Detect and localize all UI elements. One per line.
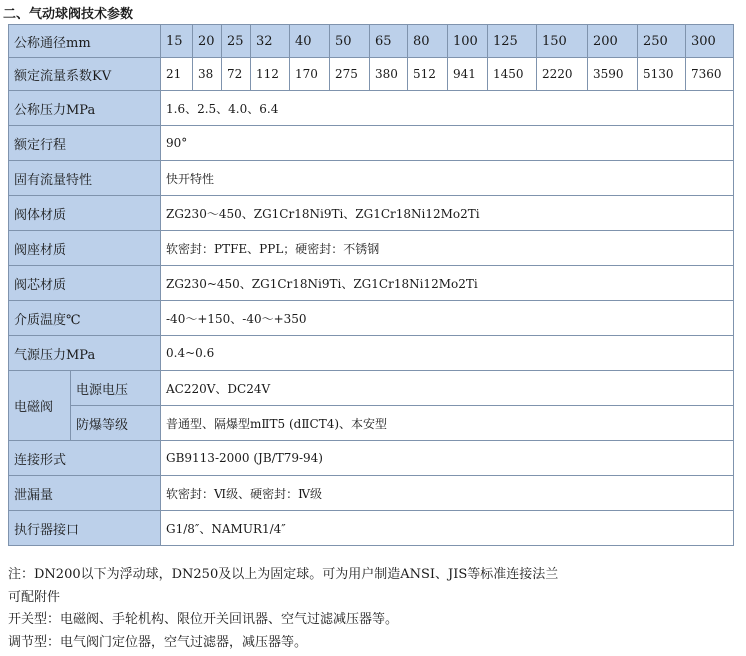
kv-value: 2220 <box>537 58 588 91</box>
kv-value: 941 <box>448 58 488 91</box>
spec-row <box>9 476 734 511</box>
note-line: 开关型：电磁阀、手轮机构、限位开关回讯器、空气过滤减压器等。 <box>8 612 399 627</box>
spec-row <box>9 266 734 301</box>
kv-value: 380 <box>370 58 408 91</box>
spec-row <box>9 511 734 546</box>
spec-value: 快开特性 <box>161 161 734 196</box>
dn-value: 50 <box>330 25 370 58</box>
spec-row <box>9 161 734 196</box>
kv-value: 275 <box>330 58 370 91</box>
spec-value: -40～+150、-40～+350 <box>161 301 734 336</box>
solenoid-sub-label: 电源电压 <box>71 371 161 406</box>
kv-value: 21 <box>161 58 193 91</box>
spec-label: 阀芯材质 <box>9 266 161 301</box>
kv-value: 512 <box>408 58 448 91</box>
spec-label: 执行器接口 <box>9 511 161 546</box>
spec-label: 额定行程 <box>9 126 161 161</box>
spec-label: 阀体材质 <box>9 196 161 231</box>
kv-label: 额定流量系数KV <box>9 58 161 91</box>
solenoid-sub-label: 防爆等级 <box>71 406 161 441</box>
dn-value: 32 <box>251 25 290 58</box>
kv-value: 38 <box>193 58 222 91</box>
spec-value: GB9113-2000 (JB/T79-94) <box>161 441 734 476</box>
spec-value: 软密封：PTFE、PPL；硬密封：不锈钢 <box>161 231 734 266</box>
dn-label: 公称通径mm <box>9 25 161 58</box>
dn-value: 15 <box>161 25 193 58</box>
spec-label: 公称压力MPa <box>9 91 161 126</box>
spec-value: 0.4~0.6 <box>161 336 734 371</box>
spec-label: 气源压力MPa <box>9 336 161 371</box>
notes <box>8 564 558 654</box>
note-line: 调节型：电气阀门定位器，空气过滤器，减压器等。 <box>8 634 308 650</box>
section-title: 二、气动球阀技术参数 <box>3 7 134 22</box>
spec-label: 介质温度℃ <box>9 301 161 336</box>
spec-row <box>9 196 734 231</box>
spec-label: 阀座材质 <box>9 231 161 266</box>
spec-row <box>9 441 734 476</box>
spec-value: ZG230~450、ZG1Cr18Ni9Ti、ZG1Cr18Ni12Mo2Ti <box>161 266 734 301</box>
kv-row <box>9 58 734 91</box>
dn-value: 125 <box>488 25 537 58</box>
spec-value: G1/8″、NAMUR1/4″ <box>161 511 734 546</box>
kv-value: 112 <box>251 58 290 91</box>
dn-row <box>9 25 734 58</box>
spec-value: 软密封：Ⅵ级、硬密封：Ⅳ级 <box>161 476 734 511</box>
dn-value: 40 <box>290 25 330 58</box>
dn-value: 65 <box>370 25 408 58</box>
solenoid-label: 电磁阀 <box>9 371 71 441</box>
solenoid-sub-value: AC220V、DC24V <box>161 371 734 406</box>
spec-row <box>9 301 734 336</box>
kv-value: 1450 <box>488 58 537 91</box>
spec-table <box>8 24 734 546</box>
dn-value: 150 <box>537 25 588 58</box>
spec-value: ZG230～450、ZG1Cr18Ni9Ti、ZG1Cr18Ni12Mo2Ti <box>161 196 734 231</box>
spec-value: 1.6、2.5、4.0、6.4 <box>161 91 734 126</box>
spec-value: 90° <box>161 126 734 161</box>
kv-value: 3590 <box>588 58 638 91</box>
spec-label: 泄漏量 <box>9 476 161 511</box>
spec-row <box>9 126 734 161</box>
spec-label: 连接形式 <box>9 441 161 476</box>
note-line: 注：DN200以下为浮动球，DN250及以上为固定球。可为用户制造ANSI、JIS等标准连接法兰 <box>8 567 559 582</box>
spec-label: 固有流量特性 <box>9 161 161 196</box>
kv-value: 5130 <box>638 58 686 91</box>
dn-value: 200 <box>588 25 638 58</box>
spec-row <box>9 91 734 126</box>
solenoid-row <box>9 406 734 441</box>
dn-value: 300 <box>686 25 734 58</box>
dn-value: 100 <box>448 25 488 58</box>
spec-row <box>9 231 734 266</box>
dn-value: 250 <box>638 25 686 58</box>
solenoid-row <box>9 371 734 406</box>
dn-value: 20 <box>193 25 222 58</box>
spec-row <box>9 336 734 371</box>
dn-value: 25 <box>222 25 251 58</box>
kv-value: 7360 <box>686 58 734 91</box>
note-line: 可配附件 <box>8 589 61 605</box>
kv-value: 170 <box>290 58 330 91</box>
kv-value: 72 <box>222 58 251 91</box>
solenoid-sub-value: 普通型、隔爆型mⅡT5 (dⅡCT4)、本安型 <box>161 406 734 441</box>
dn-value: 80 <box>408 25 448 58</box>
